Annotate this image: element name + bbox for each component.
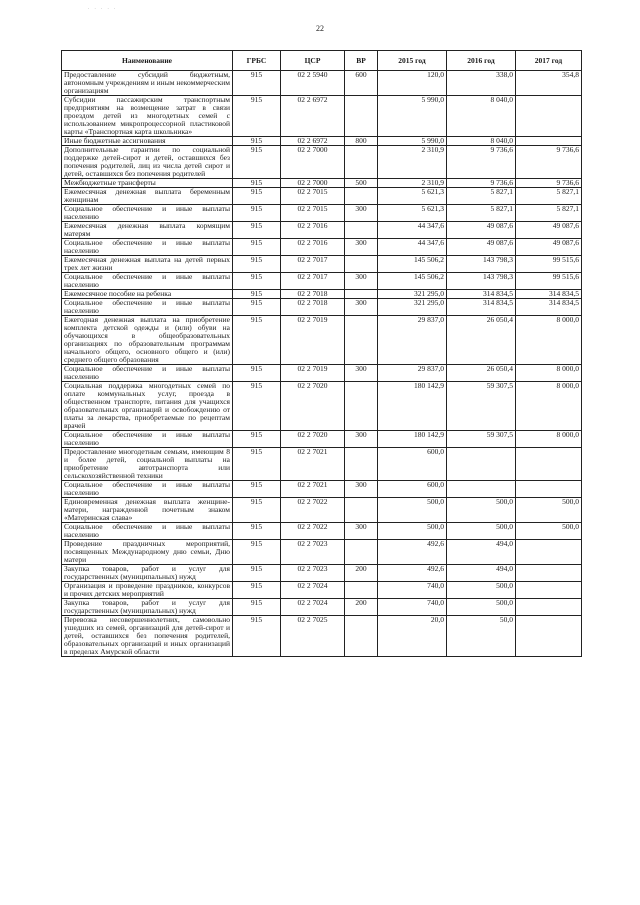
row-grbs-cell: 915 — [233, 137, 281, 146]
row-csr-cell: 02 2 7015 — [281, 205, 345, 222]
table-row — [62, 137, 582, 146]
row-2016-cell: 143 798,3 — [447, 273, 516, 290]
table-header-row — [62, 51, 582, 71]
row-2017-cell: 49 087,6 — [516, 222, 582, 239]
row-2015-cell: 2 310,9 — [378, 179, 447, 188]
row-2016-cell: 143 798,3 — [447, 256, 516, 273]
row-csr-cell: 02 2 7023 — [281, 540, 345, 565]
row-2015-cell: 29 837,0 — [378, 316, 447, 365]
row-grbs-cell: 915 — [233, 540, 281, 565]
row-2015-cell: 492,6 — [378, 565, 447, 582]
row-name-cell: Иные бюджетные ассигнования — [62, 137, 233, 146]
row-grbs-cell: 915 — [233, 239, 281, 256]
row-2016-cell: 59 307,5 — [447, 431, 516, 448]
row-2015-cell: 740,0 — [378, 582, 447, 599]
table-row — [62, 205, 582, 222]
row-grbs-cell: 915 — [233, 222, 281, 239]
row-2017-cell: 99 515,6 — [516, 273, 582, 290]
row-vr-cell: 600 — [345, 71, 378, 96]
row-name-cell: Социальное обеспечение и иные выплаты населению — [62, 205, 233, 222]
row-2016-cell: 500,0 — [447, 498, 516, 523]
row-vr-cell — [345, 96, 378, 137]
row-csr-cell: 02 2 7019 — [281, 365, 345, 382]
row-vr-cell — [345, 382, 378, 431]
row-name-cell: Дополнительные гарантии по социальной поддержке детей-сирот и детей, оставшихся без попечения родителей, лиц из числа детей сирот и детей, оставшихся без попечения родителей — [62, 146, 233, 179]
header-grbs: ГРБС — [233, 51, 281, 71]
row-2015-cell: 2 310,9 — [378, 146, 447, 179]
row-2015-cell: 145 506,2 — [378, 273, 447, 290]
table-row — [62, 582, 582, 599]
row-csr-cell: 02 2 5940 — [281, 71, 345, 96]
row-vr-cell: 300 — [345, 273, 378, 290]
header-name: Наименование — [62, 51, 233, 71]
header-2016: 2016 год — [447, 51, 516, 71]
row-csr-cell: 02 2 7018 — [281, 290, 345, 299]
row-grbs-cell: 915 — [233, 179, 281, 188]
row-2017-cell: 99 515,6 — [516, 256, 582, 273]
row-csr-cell: 02 2 6972 — [281, 96, 345, 137]
row-csr-cell: 02 2 7000 — [281, 146, 345, 179]
row-vr-cell — [345, 256, 378, 273]
row-2017-cell: 8 000,0 — [516, 431, 582, 448]
row-grbs-cell: 915 — [233, 71, 281, 96]
row-2017-cell — [516, 137, 582, 146]
row-2016-cell: 59 307,5 — [447, 382, 516, 431]
row-grbs-cell: 915 — [233, 365, 281, 382]
row-vr-cell: 200 — [345, 565, 378, 582]
table-row — [62, 222, 582, 239]
table-body — [62, 71, 582, 657]
row-2015-cell: 44 347,6 — [378, 222, 447, 239]
row-2016-cell: 8 040,0 — [447, 96, 516, 137]
row-name-cell: Социальное обеспечение и иные выплаты населению — [62, 273, 233, 290]
row-csr-cell: 02 2 7017 — [281, 256, 345, 273]
row-2017-cell: 9 736,6 — [516, 179, 582, 188]
row-csr-cell: 02 2 7024 — [281, 599, 345, 616]
row-vr-cell — [345, 582, 378, 599]
row-2016-cell: 5 827,1 — [447, 205, 516, 222]
header-2015: 2015 год — [378, 51, 447, 71]
row-grbs-cell: 915 — [233, 498, 281, 523]
page-number: 22 — [316, 24, 324, 33]
row-2016-cell: 314 834,5 — [447, 290, 516, 299]
row-2016-cell: 500,0 — [447, 582, 516, 599]
row-csr-cell: 02 2 7020 — [281, 431, 345, 448]
row-name-cell: Предоставление субсидий бюджетным, автономным учреждениям и иным некоммерческим организациям — [62, 71, 233, 96]
row-2017-cell: 49 087,6 — [516, 239, 582, 256]
row-2016-cell: 49 087,6 — [447, 222, 516, 239]
row-grbs-cell: 915 — [233, 273, 281, 290]
row-2015-cell: 120,0 — [378, 71, 447, 96]
table-row — [62, 498, 582, 523]
header-vr: ВР — [345, 51, 378, 71]
row-2017-cell: 314 834,5 — [516, 299, 582, 316]
row-name-cell: Ежегодная денежная выплата на приобретение комплекта детской одежды и (или) обуви на обучающихся в общеобразовательных организациях по образовательным программам начального общего, основного общего и (или) среднего общего образования — [62, 316, 233, 365]
row-grbs-cell: 915 — [233, 382, 281, 431]
table-row — [62, 146, 582, 179]
row-name-cell: Социальное обеспечение и иные выплаты населению — [62, 299, 233, 316]
row-vr-cell — [345, 188, 378, 205]
row-csr-cell: 02 2 7000 — [281, 179, 345, 188]
row-vr-cell: 300 — [345, 239, 378, 256]
row-name-cell: Социальное обеспечение и иные выплаты населению — [62, 365, 233, 382]
row-vr-cell — [345, 316, 378, 365]
row-vr-cell: 300 — [345, 299, 378, 316]
row-name-cell: Закупка товаров, работ и услуг для государственных (муниципальных) нужд — [62, 565, 233, 582]
row-name-cell: Социальное обеспечение и иные выплаты населению — [62, 431, 233, 448]
row-grbs-cell: 915 — [233, 205, 281, 222]
row-grbs-cell: 915 — [233, 316, 281, 365]
row-vr-cell: 200 — [345, 599, 378, 616]
row-grbs-cell: 915 — [233, 481, 281, 498]
row-2016-cell: 494,0 — [447, 565, 516, 582]
row-2015-cell: 20,0 — [378, 616, 447, 657]
row-vr-cell: 300 — [345, 431, 378, 448]
row-csr-cell: 02 2 7016 — [281, 222, 345, 239]
row-2017-cell: 8 000,0 — [516, 316, 582, 365]
row-csr-cell: 02 2 7021 — [281, 448, 345, 481]
table-row — [62, 316, 582, 365]
row-2016-cell: 5 827,1 — [447, 188, 516, 205]
header-csr: ЦСР — [281, 51, 345, 71]
table-row — [62, 299, 582, 316]
row-csr-cell: 02 2 6972 — [281, 137, 345, 146]
row-2017-cell: 5 827,1 — [516, 205, 582, 222]
row-2017-cell — [516, 481, 582, 498]
row-2017-cell: 5 827,1 — [516, 188, 582, 205]
table-row — [62, 382, 582, 431]
row-csr-cell: 02 2 7017 — [281, 273, 345, 290]
row-csr-cell: 02 2 7019 — [281, 316, 345, 365]
row-2016-cell: 8 040,0 — [447, 137, 516, 146]
row-csr-cell: 02 2 7023 — [281, 565, 345, 582]
row-2017-cell — [516, 96, 582, 137]
row-2017-cell — [516, 582, 582, 599]
table-row — [62, 179, 582, 188]
row-name-cell: Социальная поддержка многодетных семей по оплате коммунальных услуг, проезда в общественном транспорте, питания для учащихся образовательных организаций и освобождению от платы за лекарства, приобретаемые по рецептам врачей — [62, 382, 233, 431]
row-name-cell: Социальное обеспечение и иные выплаты населению — [62, 481, 233, 498]
row-name-cell: Ежемесячное пособие на ребенка — [62, 290, 233, 299]
row-2017-cell: 314 834,5 — [516, 290, 582, 299]
row-2017-cell: 500,0 — [516, 498, 582, 523]
row-csr-cell: 02 2 7018 — [281, 299, 345, 316]
row-2017-cell: 8 000,0 — [516, 382, 582, 431]
row-name-cell: Перевозка несовершеннолетних, самовольно ушедших из семей, организаций для детей-сирот и детей, оставшихся без попечения родителей, образовательных организаций и иных организаций в пределах Амурской области — [62, 616, 233, 657]
row-csr-cell: 02 2 7020 — [281, 382, 345, 431]
row-vr-cell: 300 — [345, 205, 378, 222]
row-name-cell: Проведение праздничных мероприятий, посвященных Международному дню семьи, Дню матери — [62, 540, 233, 565]
table-row — [62, 540, 582, 565]
header-2017: 2017 год — [516, 51, 582, 71]
row-2016-cell: 9 736,6 — [447, 146, 516, 179]
row-csr-cell: 02 2 7024 — [281, 582, 345, 599]
table-row — [62, 71, 582, 96]
row-grbs-cell: 915 — [233, 448, 281, 481]
row-grbs-cell: 915 — [233, 565, 281, 582]
table-row — [62, 365, 582, 382]
table-row — [62, 256, 582, 273]
row-name-cell: Ежемесячная денежная выплата беременным женщинам — [62, 188, 233, 205]
row-2016-cell: 50,0 — [447, 616, 516, 657]
row-2015-cell: 5 990,0 — [378, 137, 447, 146]
row-csr-cell: 02 2 7021 — [281, 481, 345, 498]
row-2017-cell: 9 736,6 — [516, 146, 582, 179]
row-2016-cell: 494,0 — [447, 540, 516, 565]
row-2017-cell: 354,8 — [516, 71, 582, 96]
table-row — [62, 481, 582, 498]
row-2015-cell: 600,0 — [378, 481, 447, 498]
row-name-cell: Ежемесячная денежная выплата кормящим матерям — [62, 222, 233, 239]
row-2015-cell: 321 295,0 — [378, 299, 447, 316]
row-vr-cell: 300 — [345, 523, 378, 540]
row-name-cell: Социальное обеспечение и иные выплаты населению — [62, 239, 233, 256]
row-2016-cell: 49 087,6 — [447, 239, 516, 256]
row-2017-cell: 8 000,0 — [516, 365, 582, 382]
row-grbs-cell: 915 — [233, 582, 281, 599]
row-vr-cell — [345, 222, 378, 239]
row-2015-cell: 5 621,3 — [378, 205, 447, 222]
row-vr-cell — [345, 498, 378, 523]
row-2017-cell — [516, 448, 582, 481]
row-grbs-cell: 915 — [233, 290, 281, 299]
row-2016-cell: 500,0 — [447, 599, 516, 616]
row-vr-cell: 300 — [345, 481, 378, 498]
row-2015-cell: 5 621,3 — [378, 188, 447, 205]
row-2015-cell: 145 506,2 — [378, 256, 447, 273]
budget-table — [61, 50, 582, 657]
row-2016-cell: 500,0 — [447, 523, 516, 540]
row-grbs-cell: 915 — [233, 616, 281, 657]
row-name-cell: Субсидии пассажирским транспортным предприятиям на возмещение затрат в связи проездом детей из многодетных семей с использованием микропроцессорной пластиковой карты «Транспортная карта школьника» — [62, 96, 233, 137]
row-vr-cell — [345, 448, 378, 481]
row-grbs-cell: 915 — [233, 256, 281, 273]
table-row — [62, 188, 582, 205]
row-2015-cell: 180 142,9 — [378, 382, 447, 431]
row-2017-cell — [516, 599, 582, 616]
row-name-cell: Ежемесячная денежная выплата на детей первых трех лет жизни — [62, 256, 233, 273]
row-grbs-cell: 915 — [233, 523, 281, 540]
row-vr-cell: 300 — [345, 365, 378, 382]
row-grbs-cell: 915 — [233, 96, 281, 137]
row-name-cell: Закупка товаров, работ и услуг для государственных (муниципальных) нужд — [62, 599, 233, 616]
row-name-cell: Предоставление многодетным семьям, имеющим 8 и более детей, социальной выплаты на приобретение автотранспорта или сельскохозяйственной техники — [62, 448, 233, 481]
row-2017-cell — [516, 616, 582, 657]
row-grbs-cell: 915 — [233, 299, 281, 316]
table-row — [62, 431, 582, 448]
row-csr-cell: 02 2 7025 — [281, 616, 345, 657]
row-vr-cell: 800 — [345, 137, 378, 146]
table-row — [62, 616, 582, 657]
scan-corner-mark: . . . . . — [88, 6, 118, 11]
row-2017-cell — [516, 540, 582, 565]
row-vr-cell — [345, 290, 378, 299]
row-vr-cell — [345, 616, 378, 657]
row-name-cell: Межбюджетные трансферты — [62, 179, 233, 188]
row-2015-cell: 500,0 — [378, 523, 447, 540]
row-vr-cell: 500 — [345, 179, 378, 188]
row-2015-cell: 740,0 — [378, 599, 447, 616]
row-2015-cell: 29 837,0 — [378, 365, 447, 382]
row-vr-cell — [345, 146, 378, 179]
row-2017-cell — [516, 565, 582, 582]
row-csr-cell: 02 2 7015 — [281, 188, 345, 205]
row-2017-cell: 500,0 — [516, 523, 582, 540]
table-row — [62, 565, 582, 582]
row-name-cell: Социальное обеспечение и иные выплаты населению — [62, 523, 233, 540]
table-row — [62, 273, 582, 290]
row-grbs-cell: 915 — [233, 146, 281, 179]
row-2015-cell: 492,6 — [378, 540, 447, 565]
row-2016-cell: 26 050,4 — [447, 316, 516, 365]
row-2016-cell — [447, 481, 516, 498]
row-grbs-cell: 915 — [233, 599, 281, 616]
table-row — [62, 290, 582, 299]
row-csr-cell: 02 2 7022 — [281, 498, 345, 523]
table-row — [62, 523, 582, 540]
row-2016-cell: 26 050,4 — [447, 365, 516, 382]
row-2015-cell: 500,0 — [378, 498, 447, 523]
row-2016-cell — [447, 448, 516, 481]
row-2016-cell: 314 834,5 — [447, 299, 516, 316]
row-grbs-cell: 915 — [233, 188, 281, 205]
row-name-cell: Организация и проведение праздников, конкурсов и прочих детских мероприятий — [62, 582, 233, 599]
table-row — [62, 448, 582, 481]
row-grbs-cell: 915 — [233, 431, 281, 448]
table-row — [62, 599, 582, 616]
row-csr-cell: 02 2 7022 — [281, 523, 345, 540]
row-2015-cell: 44 347,6 — [378, 239, 447, 256]
row-2016-cell: 338,0 — [447, 71, 516, 96]
row-vr-cell — [345, 540, 378, 565]
row-2015-cell: 321 295,0 — [378, 290, 447, 299]
row-2015-cell: 180 142,9 — [378, 431, 447, 448]
row-csr-cell: 02 2 7016 — [281, 239, 345, 256]
table-row — [62, 239, 582, 256]
table-row — [62, 96, 582, 137]
row-2016-cell: 9 736,6 — [447, 179, 516, 188]
row-2015-cell: 600,0 — [378, 448, 447, 481]
row-name-cell: Единовременная денежная выплата женщине-матери, награжденной почетным знаком «Материнская слава» — [62, 498, 233, 523]
row-2015-cell: 5 990,0 — [378, 96, 447, 137]
